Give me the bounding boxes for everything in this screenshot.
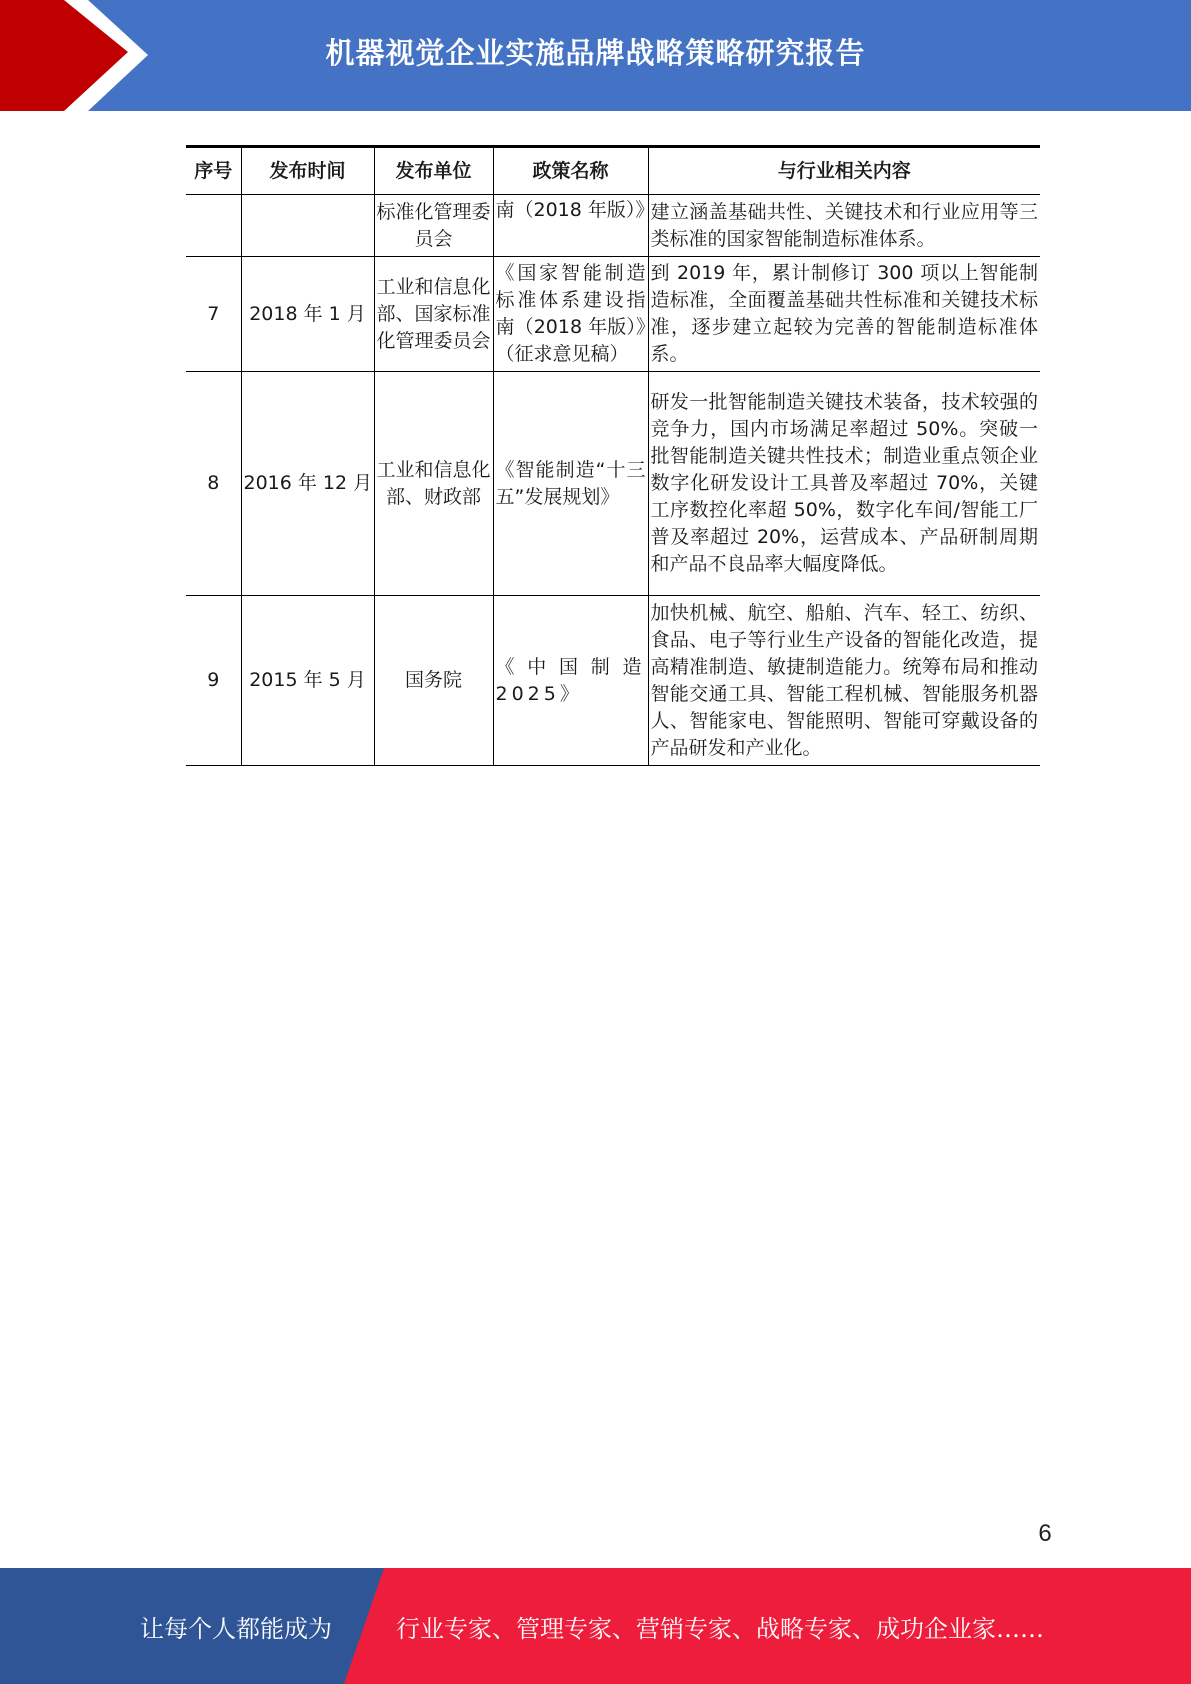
footer-slogan-left: 让每个人都能成为 <box>140 1614 332 1643</box>
column-header-seq: 序号 <box>186 147 241 195</box>
row-unit: 工业和信息化部、国家标准化管理委员会 <box>374 257 493 372</box>
table-row <box>186 195 1040 257</box>
table-row <box>186 257 1040 372</box>
footer-slogan-right: 行业专家、管理专家、营销专家、战略专家、成功企业家…… <box>396 1614 1044 1643</box>
row-content: 建立涵盖基础共性、关键技术和行业应用等三类标准的国家智能制造标准体系。 <box>648 195 1040 257</box>
row-content: 到 2019 年，累计制修订 300 项以上智能制造标准，全面覆盖基础共性标准和关键技术标准，逐步建立起较为完善的智能制造标准体系。 <box>648 257 1040 372</box>
row-date: 2015 年 5 月 <box>241 596 374 766</box>
row-policy-name: 《中国制造 2025》 <box>493 596 648 766</box>
row-seq: 9 <box>186 596 241 766</box>
row-unit: 国务院 <box>374 596 493 766</box>
row-policy-name: 南（2018 年版）》 <box>493 195 648 257</box>
row-date: 2016 年 12 月 <box>241 372 374 596</box>
row-unit: 工业和信息化部、财政部 <box>374 372 493 596</box>
column-header-content: 与行业相关内容 <box>648 147 1040 195</box>
report-title: 机器视觉企业实施品牌战略策略研究报告 <box>325 36 866 70</box>
row-unit: 标准化管理委员会 <box>374 195 493 257</box>
row-policy-name: 《智能制造“十三五”发展规划》 <box>493 372 648 596</box>
row-policy-name: 《国家智能制造标准体系建设指南（2018 年版）》（征求意见稿） <box>493 257 648 372</box>
column-header-unit: 发布单位 <box>374 147 493 195</box>
table-row <box>186 596 1040 766</box>
header-band <box>0 0 1191 111</box>
row-date <box>241 195 374 257</box>
policy-table <box>186 145 1040 766</box>
row-content: 研发一批智能制造关键技术装备，技术较强的竞争力，国内市场满足率超过 50%。突破一批智能制造关键共性技术；制造业重点领企业数字化研发设计工具普及率超过 70%，关键工序数控化率超 50%，数字化车间/智能工厂普及率超过 20%，运营成本、产品研制周期和产品不良品率大幅度降低。 <box>648 372 1040 596</box>
row-seq <box>186 195 241 257</box>
row-seq: 8 <box>186 372 241 596</box>
page-number: 6 <box>1038 1520 1052 1547</box>
table-header-row <box>186 147 1040 195</box>
column-header-date: 发布时间 <box>241 147 374 195</box>
footer-band <box>0 1568 1191 1684</box>
row-content: 加快机械、航空、船舶、汽车、轻工、纺织、食品、电子等行业生产设备的智能化改造，提高精准制造、敏捷制造能力。统筹布局和推动智能交通工具、智能工程机械、智能服务机器人、智能家电、智能照明、智能可穿戴设备的产品研发和产业化。 <box>648 596 1040 766</box>
table-row <box>186 372 1040 596</box>
row-seq: 7 <box>186 257 241 372</box>
row-date: 2018 年 1 月 <box>241 257 374 372</box>
column-header-policy-name: 政策名称 <box>493 147 648 195</box>
